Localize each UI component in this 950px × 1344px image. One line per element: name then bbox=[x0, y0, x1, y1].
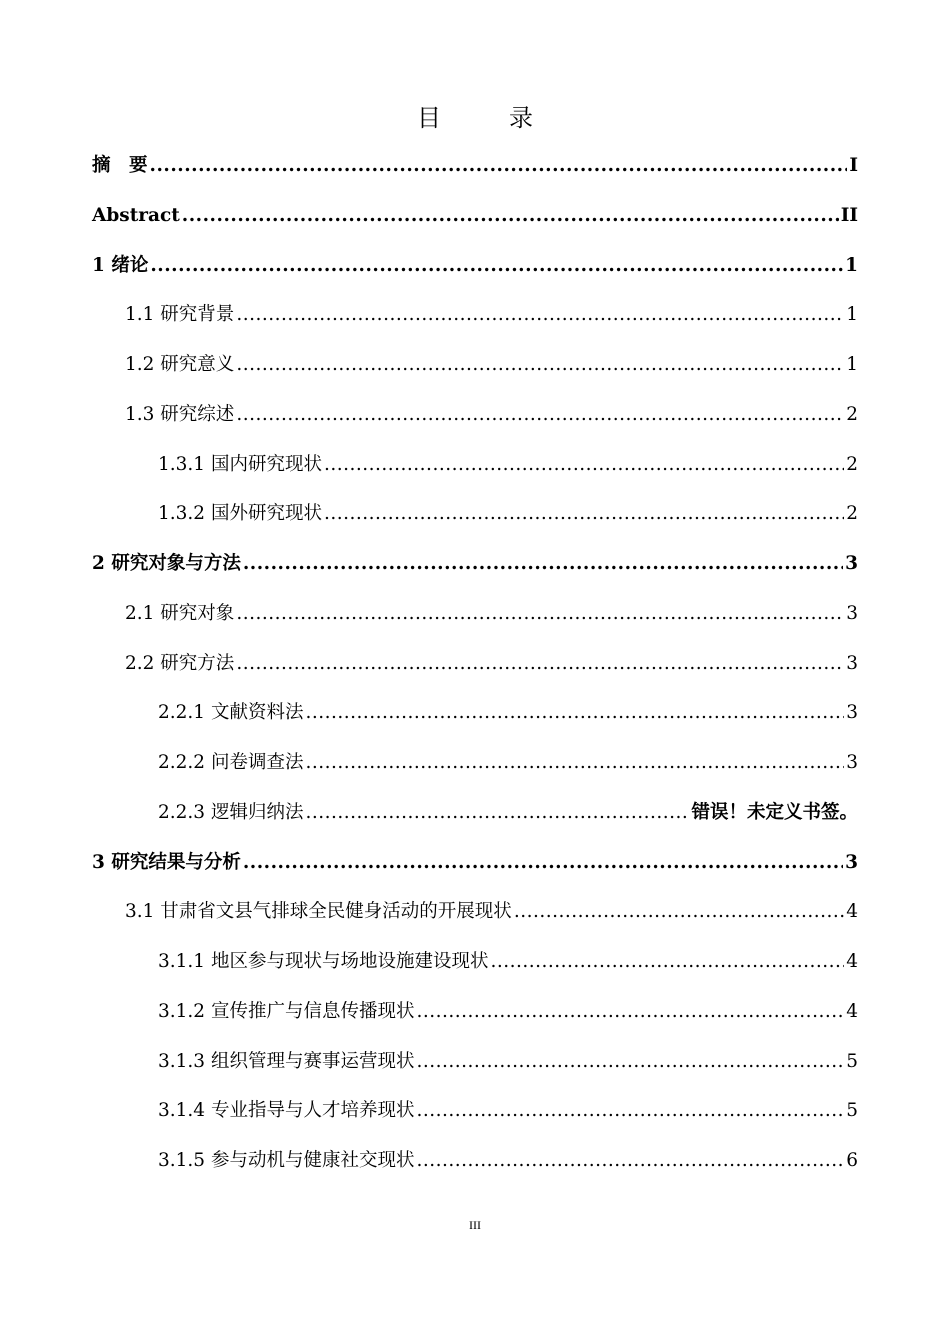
toc-entry-label: 3.1.2 宣传推广与信息传播现状 bbox=[158, 1000, 415, 1022]
toc-entry-abstract-en[interactable] bbox=[92, 196, 858, 246]
toc-entry-page: I bbox=[849, 155, 858, 176]
toc-dot-leader bbox=[416, 992, 844, 1032]
toc-entry-label: 摘 要 bbox=[92, 155, 148, 176]
toc-entry-page: 3 bbox=[845, 851, 858, 873]
toc-entry-label: 3.1.1 地区参与现状与场地设施建设现状 bbox=[158, 951, 489, 972]
toc-entry-3-1-1[interactable] bbox=[92, 942, 858, 992]
toc-entry-3-1-2[interactable] bbox=[92, 992, 858, 1042]
toc-entry-1-3[interactable] bbox=[92, 395, 858, 445]
toc-entry-label: Abstract bbox=[92, 204, 180, 226]
toc-entry-label: 3.1.3 组织管理与赛事运营现状 bbox=[158, 1050, 415, 1072]
toc-entry-label: 1.2 研究意义 bbox=[125, 354, 235, 375]
toc-entry-label: 2.2 研究方法 bbox=[125, 652, 235, 674]
toc-entry-label: 2.2.2 问卷调查法 bbox=[158, 752, 304, 773]
table-of-contents bbox=[92, 146, 858, 1191]
toc-entry-label: 3 研究结果与分析 bbox=[92, 851, 241, 873]
toc-entry-label: 1 绪论 bbox=[92, 254, 149, 276]
page-number: III bbox=[469, 1218, 481, 1232]
toc-dot-leader bbox=[236, 395, 844, 435]
toc-entry-page: 6 bbox=[846, 1150, 858, 1171]
toc-dot-leader bbox=[150, 146, 848, 186]
toc-entry-1-1[interactable] bbox=[92, 295, 858, 345]
toc-entry-1-2[interactable] bbox=[92, 345, 858, 395]
toc-dot-leader bbox=[514, 892, 844, 932]
toc-dot-leader bbox=[416, 1141, 844, 1181]
toc-dot-leader bbox=[490, 942, 844, 982]
toc-entry-1-3-2[interactable] bbox=[92, 494, 858, 544]
toc-entry-page: 2 bbox=[846, 403, 858, 425]
toc-dot-leader bbox=[324, 445, 844, 485]
toc-entry-page: 3 bbox=[846, 652, 858, 674]
toc-entry-1-3-1[interactable] bbox=[92, 445, 858, 495]
toc-entry-page: 3 bbox=[846, 702, 858, 724]
toc-entry-label: 2 研究对象与方法 bbox=[92, 553, 241, 574]
toc-entry-page: 2 bbox=[846, 453, 858, 475]
toc-entry-3-1-5[interactable] bbox=[92, 1141, 858, 1191]
toc-dot-leader bbox=[236, 295, 844, 335]
toc-dot-leader bbox=[305, 693, 844, 733]
toc-entry-page: II bbox=[840, 204, 858, 226]
toc-entry-label: 3.1.5 参与动机与健康社交现状 bbox=[158, 1150, 415, 1171]
toc-title: 目 录 bbox=[417, 104, 555, 132]
toc-entry-chapter-2[interactable] bbox=[92, 544, 858, 594]
toc-entry-3-1-3[interactable] bbox=[92, 1042, 858, 1092]
toc-dot-leader bbox=[243, 843, 843, 883]
toc-entry-page: 1 bbox=[845, 254, 858, 276]
toc-entry-abstract-cn[interactable] bbox=[92, 146, 858, 196]
toc-entry-page: 1 bbox=[846, 354, 858, 375]
toc-entry-label: 1.3.1 国内研究现状 bbox=[158, 453, 322, 475]
toc-dot-leader bbox=[416, 1091, 844, 1131]
toc-entry-label: 1.3.2 国外研究现状 bbox=[158, 503, 322, 525]
toc-entry-page: 2 bbox=[846, 503, 858, 525]
toc-entry-page: 4 bbox=[846, 901, 858, 923]
toc-entry-label: 2.2.3 逻辑归纳法 bbox=[158, 801, 304, 823]
toc-dot-leader bbox=[236, 594, 844, 634]
toc-entry-page: 3 bbox=[846, 602, 858, 624]
toc-entry-label: 2.2.1 文献资料法 bbox=[158, 702, 304, 724]
toc-entry-label: 2.1 研究对象 bbox=[125, 602, 235, 624]
toc-entry-page: 3 bbox=[845, 553, 858, 574]
toc-dot-leader bbox=[305, 743, 844, 783]
toc-entry-page: 4 bbox=[846, 1000, 858, 1022]
toc-entry-label: 1.1 研究背景 bbox=[125, 304, 235, 326]
toc-entry-page: 4 bbox=[846, 951, 858, 972]
toc-entry-3-1[interactable] bbox=[92, 892, 858, 942]
toc-dot-leader bbox=[182, 196, 839, 236]
toc-entry-page: 3 bbox=[846, 752, 858, 773]
toc-entry-label: 1.3 研究综述 bbox=[125, 403, 235, 425]
toc-dot-leader bbox=[150, 246, 843, 286]
toc-entry-chapter-1[interactable] bbox=[92, 246, 858, 296]
toc-entry-2-2[interactable] bbox=[92, 644, 858, 694]
toc-dot-leader bbox=[236, 345, 844, 385]
toc-entry-chapter-3[interactable] bbox=[92, 843, 858, 893]
toc-entry-page: 1 bbox=[846, 304, 858, 326]
toc-entry-2-1[interactable] bbox=[92, 594, 858, 644]
toc-dot-leader bbox=[416, 1042, 844, 1082]
toc-entry-2-2-3[interactable] bbox=[92, 793, 858, 843]
toc-entry-page: 5 bbox=[846, 1050, 858, 1072]
toc-entry-2-2-2[interactable] bbox=[92, 743, 858, 793]
toc-entry-page: 5 bbox=[846, 1100, 858, 1122]
toc-entry-label: 3.1 甘肃省文县气排球全民健身活动的开展现状 bbox=[125, 901, 512, 923]
toc-dot-leader bbox=[243, 544, 843, 584]
toc-dot-leader bbox=[236, 644, 844, 684]
toc-dot-leader bbox=[324, 494, 844, 534]
toc-bookmark-error: 错误！未定义书签。 bbox=[691, 801, 858, 823]
toc-dot-leader bbox=[305, 793, 689, 833]
toc-entry-2-2-1[interactable] bbox=[92, 693, 858, 743]
toc-entry-3-1-4[interactable] bbox=[92, 1091, 858, 1141]
toc-entry-label: 3.1.4 专业指导与人才培养现状 bbox=[158, 1100, 415, 1122]
